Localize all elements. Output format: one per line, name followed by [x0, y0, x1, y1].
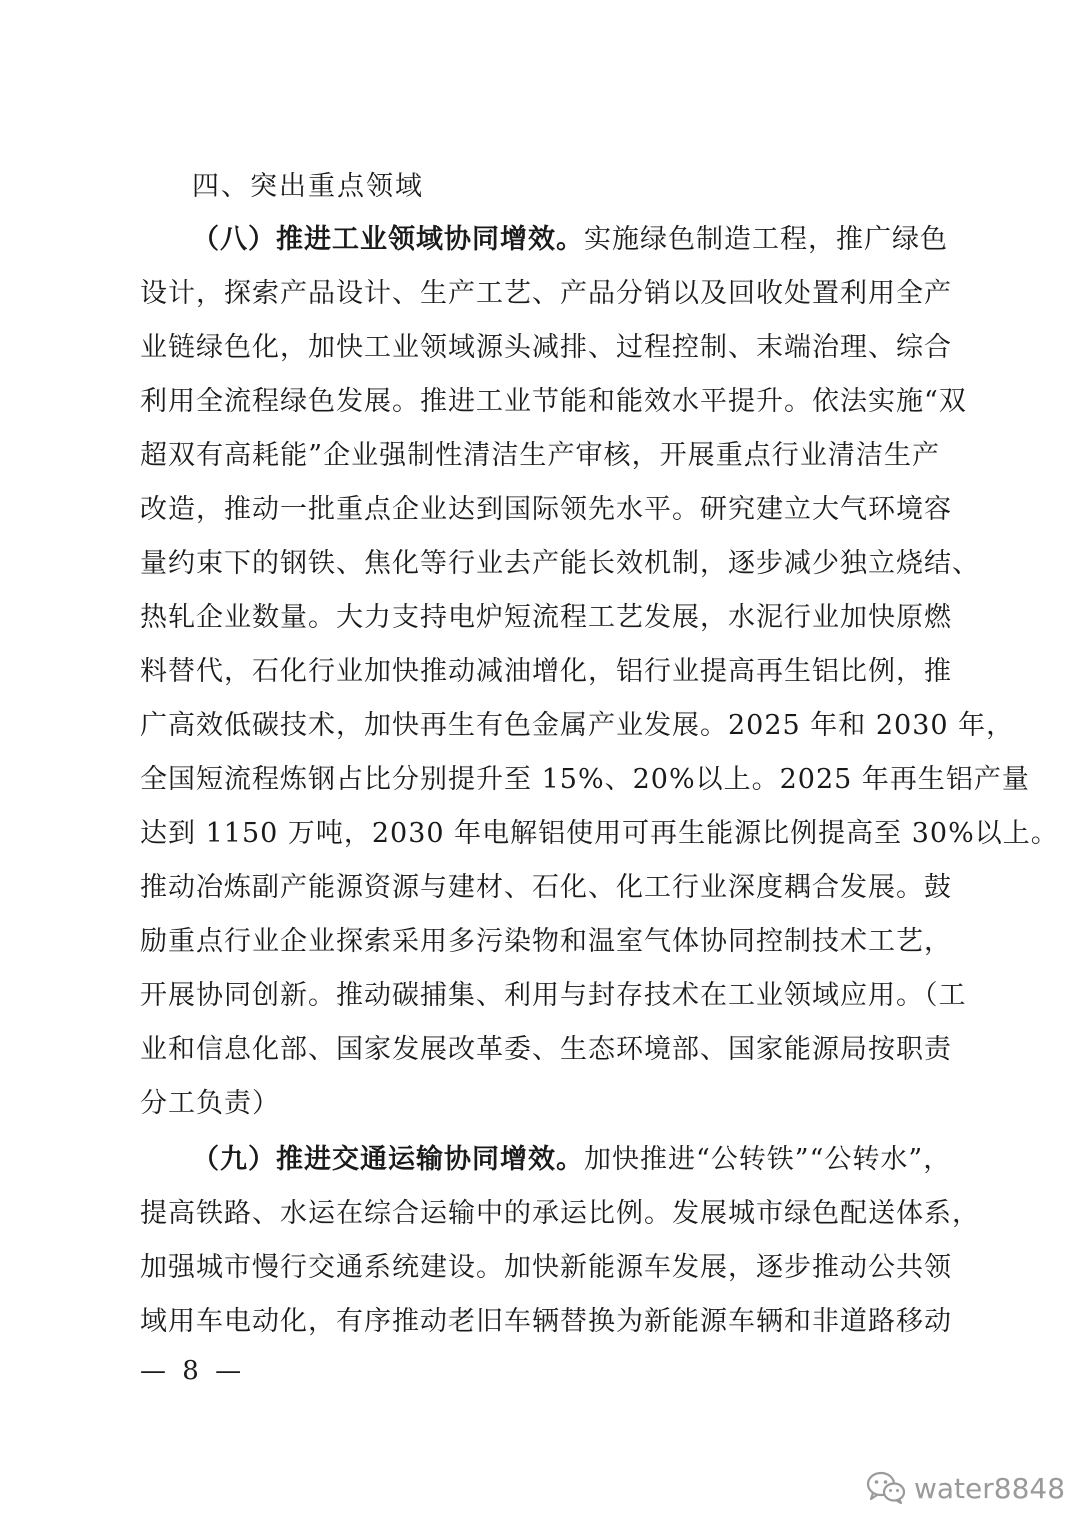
paragraph-9-title: （九）推进交通运输协同增效。	[192, 1144, 584, 1175]
section-heading: 四、突出重点领域	[192, 171, 424, 202]
paragraph-8-line: 料替代，石化行业加快推动减油增化，铝行业提高再生铝比例，推	[140, 656, 952, 687]
paragraph-8-line: 全国短流程炼钢占比分别提升至 15%、20%以上。2025 年再生铝产量	[140, 764, 1030, 795]
paragraph-8-line: 利用全流程绿色发展。推进工业节能和能效水平提升。依法实施“双	[140, 386, 967, 417]
paragraph-8-first-line-text: 实施绿色制造工程，推广绿色	[584, 224, 948, 255]
wechat-icon	[866, 1471, 906, 1505]
paragraph-9-first-line-text: 加快推进“公转铁”“公转水”，	[584, 1144, 952, 1175]
watermark-text: water8848	[914, 1471, 1066, 1505]
watermark	[866, 1468, 1065, 1508]
paragraph-9-first-line	[192, 1140, 952, 1180]
paragraph-8-line: 业和信息化部、国家发展改革委、生态环境部、国家能源局按职责	[140, 1034, 952, 1065]
paragraph-8-line: 推动冶炼副产能源资源与建材、石化、化工行业深度耦合发展。鼓	[140, 872, 952, 903]
paragraph-8-line: 业链绿色化，加快工业领域源头减排、过程控制、末端治理、综合	[140, 332, 952, 363]
paragraph-8-line: 量约束下的钢铁、焦化等行业去产能长效机制，逐步减少独立烧结、	[140, 548, 980, 579]
paragraph-8-line: 改造，推动一批重点企业达到国际领先水平。研究建立大气环境容	[140, 494, 952, 525]
paragraph-8-line: 广高效低碳技术，加快再生有色金属产业发展。2025 年和 2030 年，	[140, 710, 1015, 741]
paragraph-9-line: 提高铁路、水运在综合运输中的承运比例。发展城市绿色配送体系，	[140, 1198, 980, 1229]
paragraph-8-line: 分工负责）	[140, 1088, 280, 1119]
paragraph-8-line: 开展协同创新。推动碳捕集、利用与封存技术在工业领域应用。（工	[140, 980, 967, 1011]
paragraph-8-first-line	[192, 220, 948, 260]
paragraph-8-line: 超双有高耗能”企业强制性清洁生产审核，开展重点行业清洁生产	[140, 440, 940, 471]
paragraph-8-title: （八）推进工业领域协同增效。	[192, 224, 584, 255]
page-number: — 8 —	[140, 1356, 246, 1386]
paragraph-8-line: 设计，探索产品设计、生产工艺、产品分销以及回收处置利用全产	[140, 278, 952, 309]
paragraph-9-line: 加强城市慢行交通系统建设。加快新能源车发展，逐步推动公共领	[140, 1252, 952, 1283]
paragraph-8-line: 达到 1150 万吨，2030 年电解铝使用可再生能源比例提高至 30%以上。	[140, 818, 1059, 849]
paragraph-8-line: 励重点行业企业探索采用多污染物和温室气体协同控制技术工艺，	[140, 926, 952, 957]
paragraph-9-line: 域用车电动化，有序推动老旧车辆替换为新能源车辆和非道路移动	[140, 1306, 952, 1337]
paragraph-8-line: 热轧企业数量。大力支持电炉短流程工艺发展，水泥行业加快原燃	[140, 602, 952, 633]
